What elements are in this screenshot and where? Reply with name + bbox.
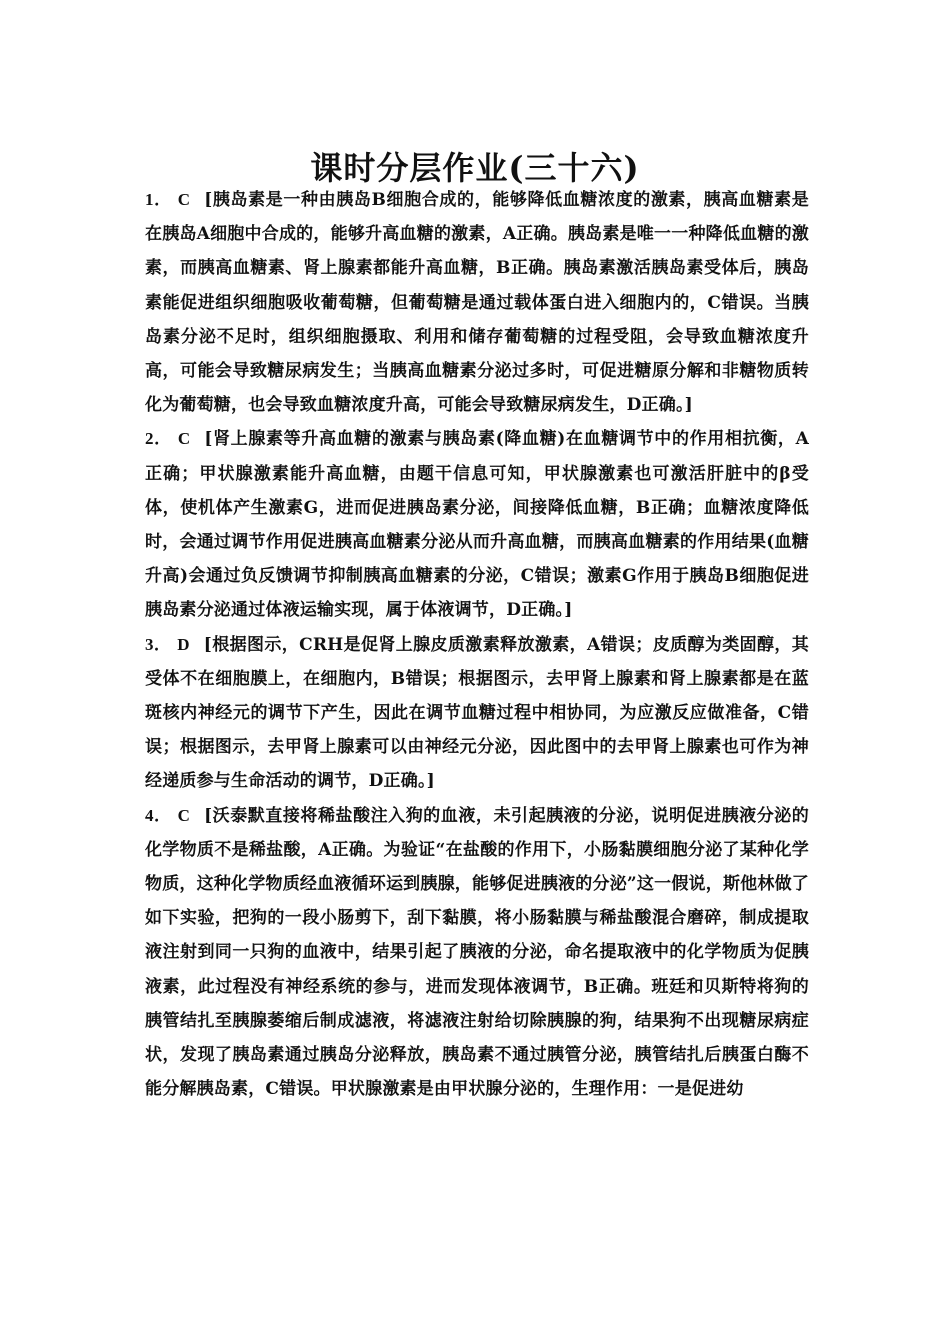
answer-number: 4．	[145, 805, 172, 825]
answer-key: D	[177, 634, 190, 654]
answer-item-4	[145, 799, 809, 1107]
answer-number: 2．	[145, 429, 172, 449]
answer-key: C	[177, 429, 191, 449]
page-title: 课时分层作业(三十六)	[310, 149, 640, 188]
answer-explanation: [沃泰默直接将稀盐酸注入狗的血液，未引起胰液的分泌，说明促进胰液分泌的化学物质不是稀盐酸，A正确。为验证“在盐酸的作用下，小肠黏膜细胞分泌了某种化学物质，这种化学物质经血液循环运到胰腺，能够促进胰液的分泌”这一假说，斯他林做了如下实验，把狗的一段小肠剪下，刮下黏膜，将小肠黏膜与稀盐酸混合磨碎，制成提取液注射到同一只狗的血液中，结果引起了胰液的分泌，命名提取液中的化学物质为促胰液素，此过程没有神经系统的参与，进而发现体液调节，B正确。班廷和贝斯特将狗的胰管结扎至胰腺萎缩后制成滤液，将滤液注射给切除胰腺的狗，结果狗不出现糖尿病症状，发现了胰岛素通过胰岛分泌释放，胰岛素不通过胰管分泌，胰管结扎后胰蛋白酶不能分解胰岛素，C错误。甲状腺激素是由甲状腺分泌的，生理作用：一是促进幼	[145, 805, 810, 1100]
answer-key: C	[177, 190, 191, 209]
answer-number: 1．	[145, 190, 172, 209]
answer-explanation: [胰岛素是一种由胰岛B细胞合成的，能够降低血糖浓度的激素，胰高血糖素是在胰岛A细胞中合成的，能够升高血糖的激素，A正确。胰岛素是唯一一种降低血糖的激素，而胰高血糖素、肾上腺素都能升高血糖，B正确。胰岛素激活胰岛素受体后，胰岛素能促进组织细胞吸收葡萄糖，但葡萄糖是通过载体蛋白进入细胞内的，C错误。当胰岛素分泌不足时，组织细胞摄取、利用和储存葡萄糖的过程受阻，会导致血糖浓度升高，可能会导致糖尿病发生；当胰高血糖素分泌过多时，可促进糖原分解和非糖物质转化为葡萄糖，也会导致血糖浓度升高，可能会导致糖尿病发生，D正确。]	[145, 190, 809, 416]
answer-explanation: [根据图示，CRH是促肾上腺皮质激素释放激素，A错误；皮质醇为类固醇，其受体不在细胞膜上，在细胞内，B错误；根据图示，去甲肾上腺素和肾上腺素都是在蓝斑核内神经元的调节下产生，因此在调节血糖过程中相协同，为应激反应做准备，C错误；根据图示，去甲肾上腺素可以由神经元分泌，因此图中的去甲肾上腺素也可作为神经递质参与生命活动的调节，D正确。]	[145, 634, 810, 792]
answer-number: 3．	[145, 634, 172, 654]
answer-item-1	[145, 183, 809, 422]
answer-item-2	[145, 422, 809, 627]
answer-list	[145, 183, 809, 1106]
answer-item-3	[145, 628, 809, 799]
answer-key: C	[177, 805, 191, 825]
answer-explanation: [肾上腺素等升高血糖的激素与胰岛素(降血糖)在血糖调节中的作用相抗衡，A正确；甲状腺激素能升高血糖，由题干信息可知，甲状腺激素也可激活肝脏中的β受体，使机体产生激素G，进而促进胰岛素分泌，间接降低血糖，B正确；血糖浓度降低时，会通过调节作用促进胰高血糖素分泌从而升高血糖，而胰高血糖素的作用结果(血糖升高)会通过负反馈调节抑制胰高血糖素的分泌，C错误；激素G作用于胰岛B细胞促进胰岛素分泌通过体液运输实现，属于体液调节，D正确。]	[145, 429, 809, 621]
